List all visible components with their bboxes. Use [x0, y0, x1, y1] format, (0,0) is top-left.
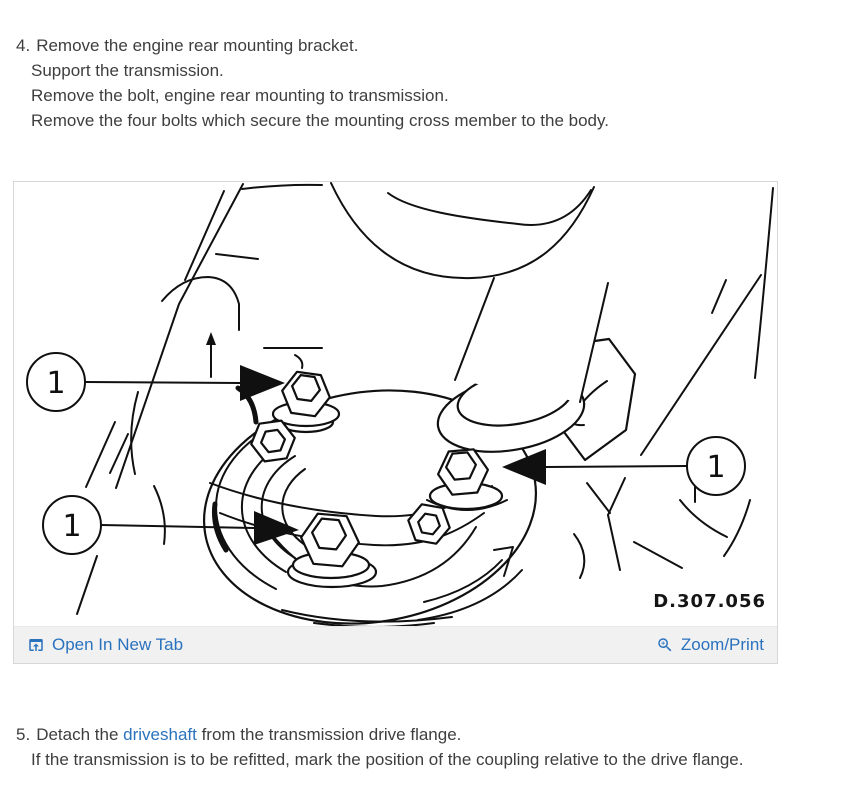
step5-text-prefix: Detach the	[36, 725, 124, 744]
step4-line-4: Remove the four bolts which secure the mounting cross member to the body.	[31, 111, 609, 130]
driveshaft-flange-diagram	[14, 182, 777, 626]
step4-text-1: Remove the engine rear mounting bracket.	[36, 36, 359, 55]
callout-1-right	[502, 437, 745, 495]
arrowhead-icon	[240, 365, 285, 401]
figure-image	[14, 182, 777, 626]
zoom-print-link[interactable]	[656, 635, 764, 655]
step5-number: 5.	[16, 725, 31, 744]
step4-line-3: Remove the bolt, engine rear mounting to transmission.	[31, 86, 449, 105]
callout-label: 1	[62, 509, 82, 544]
callout-label: 1	[706, 450, 726, 485]
figure-panel	[13, 181, 778, 664]
instruction-step-4	[16, 33, 609, 133]
callout-label: 1	[46, 366, 66, 401]
step5-line-2: If the transmission is to be refitted, mark the position of the coupling relative to the drive flange.	[31, 750, 744, 769]
step4-line-2: Support the transmission.	[31, 61, 224, 80]
step4-number: 4.	[16, 36, 31, 55]
callout-1-upper-left	[27, 353, 285, 411]
figure-toolbar	[14, 626, 777, 663]
instruction-step-5	[16, 722, 744, 772]
step5-text-suffix: from the transmission drive flange.	[196, 725, 462, 744]
open-in-new-tab-label: Open In New Tab	[52, 635, 184, 654]
step5-line-1	[16, 722, 744, 747]
driveshaft-link[interactable]: driveshaft	[123, 725, 197, 744]
figure-reference-code: D.307.056	[653, 591, 766, 612]
magnifier-plus-icon	[656, 636, 674, 654]
step4-line-1	[16, 33, 609, 58]
open-in-new-tab-icon	[27, 636, 45, 654]
zoom-print-label: Zoom/Print	[680, 635, 764, 654]
open-in-new-tab-link[interactable]	[27, 635, 183, 655]
